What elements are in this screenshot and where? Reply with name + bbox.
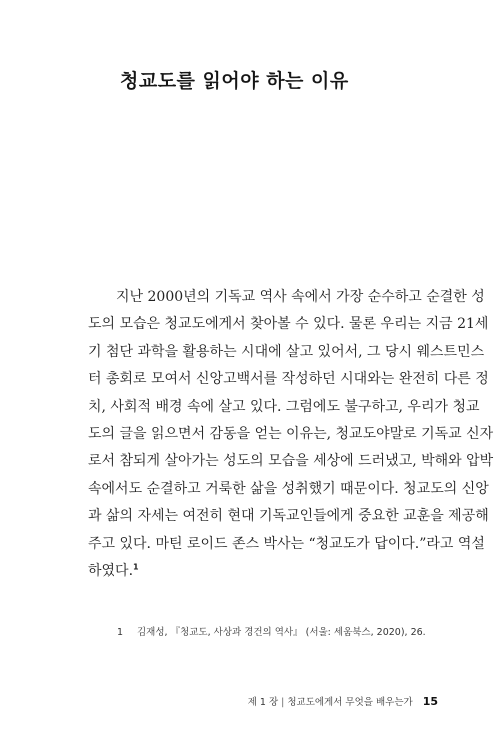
body-line: 지난 2000년의 기독교 역사 속에서 가장 순수하고 순결한 성 xyxy=(116,289,485,305)
body-line: 터 총회로 모여서 신앙고백서를 작성하던 시대와는 완전히 다른 정 xyxy=(88,371,489,388)
running-footer xyxy=(248,694,438,708)
body-line-text: 하였다. xyxy=(88,562,134,579)
footer-chapter: 제 1 장 xyxy=(247,697,279,708)
footnote-number: 1 xyxy=(117,627,124,638)
body-line: 속에서도 순결하고 거룩한 삶을 성취했기 때문이다. 청교도의 신앙 xyxy=(88,480,489,497)
footer-separator: | xyxy=(281,697,285,708)
page-title: 청교도를 읽어야 하는 이유 xyxy=(120,70,349,92)
body-line: 도의 모습은 청교도에게서 찾아볼 수 있다. 물론 우리는 지금 21세 xyxy=(88,316,489,333)
footnote-text: 김재성, 『청교도, 사상과 경건의 역사』 (서울: 세움북스, 2020), 26. xyxy=(137,627,426,638)
page-number: 15 xyxy=(422,695,438,708)
body-line: 도의 글을 읽으면서 감동을 얻는 이유는, 청교도야말로 기독교 신자 xyxy=(88,425,494,442)
body-line: 로서 참되게 살아가는 성도의 모습을 세상에 드러냈고, 박해와 압박 xyxy=(88,453,494,470)
body-line: 치, 사회적 배경 속에 살고 있다. 그럼에도 불구하고, 우리가 청교 xyxy=(88,398,480,415)
footnote-marker: 1 xyxy=(133,562,139,572)
footer-section: 청교도에게서 무엇을 배우는가 xyxy=(287,697,413,708)
body-line: 기 첨단 과학을 활용하는 시대에 살고 있어서, 그 당시 웨스트민스 xyxy=(88,343,485,360)
body-line: 주고 있다. 마틴 로이드 존스 박사는 “청교도가 답이다.”라고 역설 xyxy=(88,535,485,552)
body-paragraph xyxy=(88,284,494,585)
body-line: 과 삶의 자세는 여전히 현대 기독교인들에게 중요한 교훈을 제공해 xyxy=(88,508,489,525)
footnote xyxy=(117,624,426,638)
body-line-last xyxy=(88,558,418,585)
